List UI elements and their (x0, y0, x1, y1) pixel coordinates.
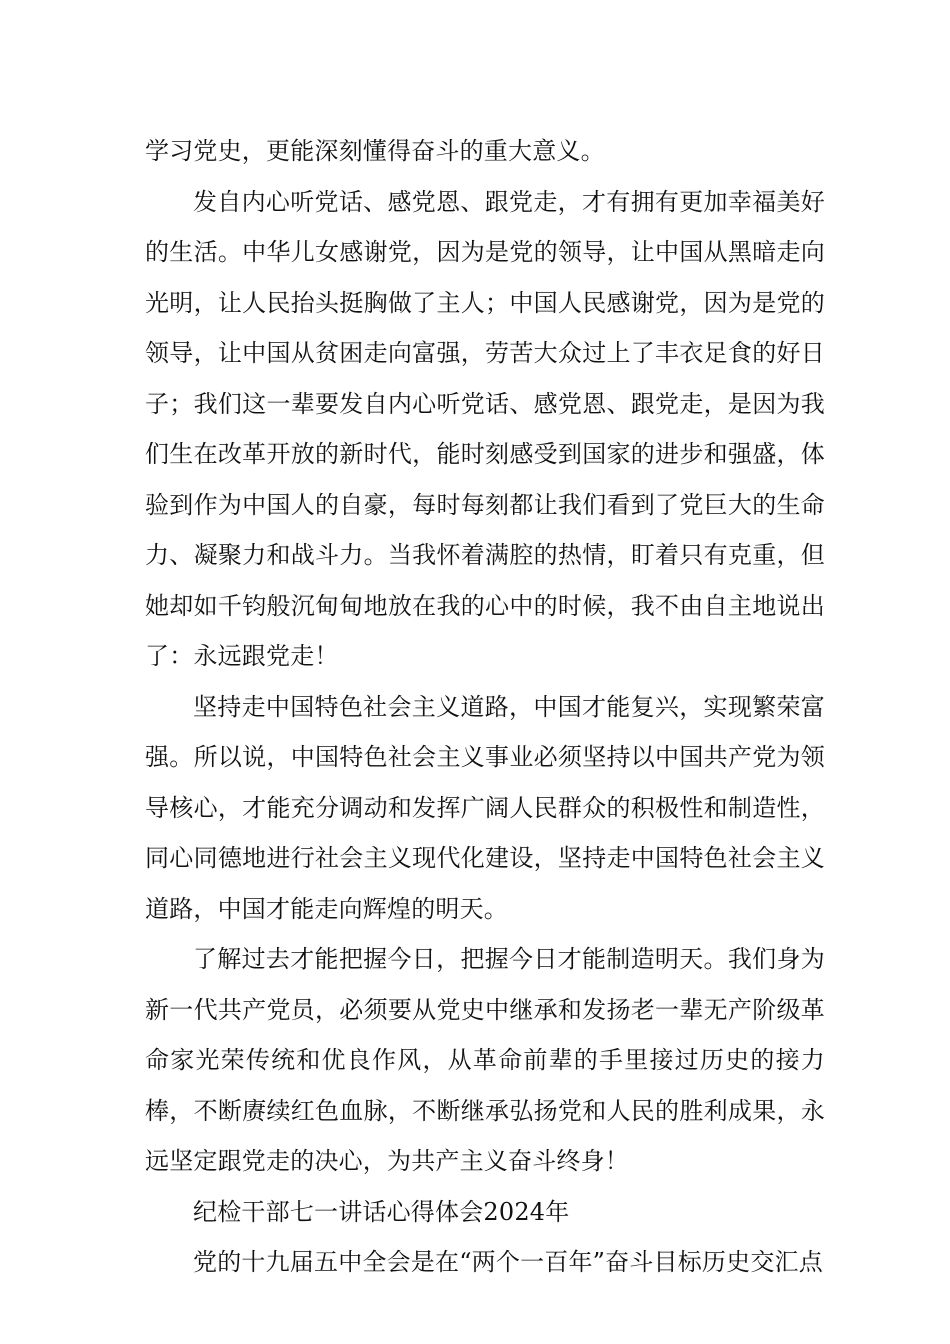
paragraph-history-inheritance: 了解过去才能把握今日，把握今日才能制造明天。我们身为新一代共产党员，必须要从党史中继承和发扬老一辈无产阶级革命家光荣传统和优良作风，从革命前辈的手里接过历史的接力棒，不断赓续红色血脉，不断继承弘扬党和人民的胜利成果，永远坚定跟党走的决心，为共产主义奋斗终身！ (145, 945, 825, 1175)
paragraph-continuation: 学习党史，更能深刻懂得奋斗的重大意义。 (145, 137, 605, 165)
paragraph-socialism-road: 坚持走中国特色社会主义道路，中国才能复兴，实现繁荣富强。所以说，中国特色社会主义事业必须坚持以中国共产党为领导核心，才能充分调动和发挥广阔人民群众的积极性和制造性，同心同德地进行社会主义现代化建设，坚持走中国特色社会主义道路，中国才能走向辉煌的明天。 (145, 692, 825, 923)
document-body (145, 126, 825, 1288)
paragraph-gratitude: 发自内心听党话、感党恩、跟党走，才有拥有更加幸福美好的生活。中华儿女感谢党，因为是党的领导，让中国从黑暗走向光明，让人民抬头挺胸做了主人；中国人民感谢党，因为是党的领导，让中国从贫困走向富强，劳苦大众过上了丰衣足食的好日子；我们这一辈要发自内心听党话、感党恩、跟党走，是因为我们生在改革开放的新时代，能时刻感受到国家的进步和强盛，体验到作为中国人的自豪，每时每刻都让我们看到了党巨大的生命力、凝聚力和战斗力。当我怀着满腔的热情，盯着只有克重，但她却如千钧般沉甸甸地放在我的心中的时候，我不由自主地说出了：永远跟党走！ (145, 187, 825, 670)
paragraph-plenary-session: 党的十九届五中全会是在“两个一百年”奋斗目标历史交汇点 (193, 1248, 823, 1276)
section-title: 纪检干部七一讲话心得体会2024年 (193, 1197, 570, 1226)
